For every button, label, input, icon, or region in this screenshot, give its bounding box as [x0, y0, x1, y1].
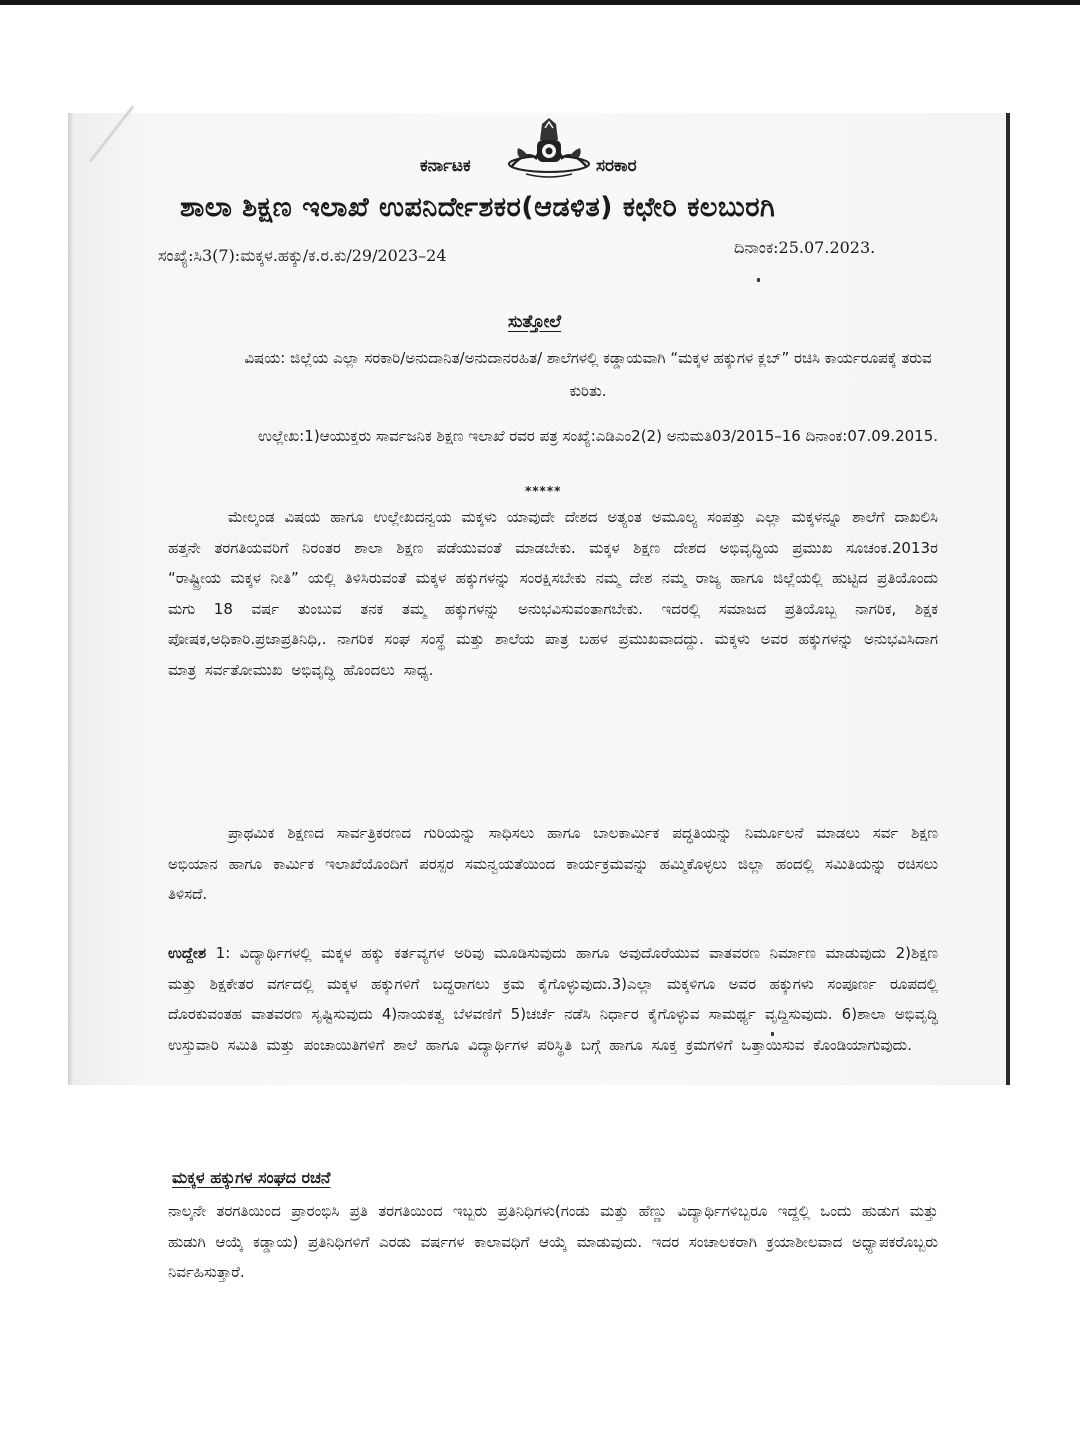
office-title: ಶಾಲಾ ಶಿಕ್ಷಣ ಇಲಾಖೆ ಉಪನಿರ್ದೇಶಕರ(ಆಡಳಿತ) ಕಛೇರಿ ಕಲಬುರಗಿ: [180, 192, 776, 223]
government-header: [420, 152, 680, 192]
reference-line: ಉಲ್ಲೇಖ:1)ಆಯುಕ್ತರು ಸಾರ್ವಜನಿಕ ಶಿಕ್ಷಣ ಇಲಾಖೆ ರವರ ಪತ್ರ ಸಂಖ್ಯೆ:ಎಡಿಎಂ2(2) ಅನುಮತಿ03/2015–16 ದಿನಾಂಕ:07.09.2015.: [257, 427, 939, 445]
reference-number: ಸಂಖ್ಯೆ:ಸಿ3(7):ಮಕ್ಕಳ.ಹಕ್ಕು/ಕ.ರ.ಕು/29/2023–24: [158, 246, 447, 265]
subject-line: ವಿಷಯ: ಜಿಲ್ಲೆಯ ಎಲ್ಲಾ ಸರಕಾರಿ/ಅನುದಾನಿತ/ಅನುದಾನರಹಿತ/ ಶಾಲೆಗಳಲ್ಲಿ ಕಡ್ಡಾಯವಾಗಿ “ಮಕ್ಕಳ ಹಕ್ಕುಗಳ ಕ್ಲಬ್” ರಚಿಸಿ ಕಾರ್ಯರೂಪಕ್ಕೆ ತರುವ ಕುರಿತು.: [244, 349, 932, 400]
government-name-left: ಕರ್ನಾಟಕ: [420, 156, 471, 176]
government-name-right: ಸರಕಾರ: [596, 156, 637, 176]
section-heading: ಮಕ್ಕಳ ಹಕ್ಕುಗಳ ಸಂಘದ ರಚನೆ: [172, 1168, 331, 1187]
ink-speck: [771, 1032, 774, 1036]
paper-right-edge: [1006, 113, 1010, 1085]
objective-text: 1: ವಿದ್ಯಾರ್ಥಿಗಳಲ್ಲಿ ಮಕ್ಕಳ ಹಕ್ಕು ಕರ್ತವ್ಯಗಳ ಅರಿವು ಮೂಡಿಸುವುದು ಹಾಗೂ ಅವುದೊರೆಯುವ ವಾತವರಣ ನಿರ್ಮಾಣ ಮಾಡುವುದು 2)ಶಿಕ್ಷಣ ಮತ್ತು ಶಿಕ್ಷಕೇತರ ವರ್ಗದಲ್ಲಿ ಮಕ್ಕಳ ಹಕ್ಕುಗಳಿಗೆ ಬದ್ಧರಾಗಲು ಕ್ರಮ ಕೈಗೊಳ್ಳುವುದು.3)ಎಲ್ಲಾ ಮಕ್ಕಳಿಗೂ ಅವರ ಹಕ್ಕುಗಳು ಸಂಪೂರ್ಣ ರೂಪದಲ್ಲಿ ದೊರಕುವಂತಹ ವಾತವರಣ ಸೃಷ್ಟಿಸುವುದು 4)ನಾಯಕತ್ವ ಬೆಳವಣಿಗೆ 5)ಚರ್ಚೆ ನಡೆಸಿ ನಿರ್ಧಾರ ಕೈಗೊಳ್ಳುವ ಸಾಮರ್ಥ್ಯ ವೃದ್ದಿಸುವುದು. 6)ಶಾಲಾ ಅಭಿವೃದ್ಧಿ ಉಸ್ತುವಾರಿ ಸಮಿತಿ ಮತ್ತು ಪಂಚಾಯಿತಿಗಳಿಗೆ ಶಾಲೆ ಹಾಗೂ ವಿದ್ಯಾರ್ಥಿಗಳ ಪರಿಸ್ಥಿತಿ ಬಗ್ಗೆ ಹಾಗೂ ಸೂಕ್ತ ಕ್ರಮಗಳಿಗೆ ಒತ್ತಾಯಿಸುವ ಕೊಂಡಿಯಾಗುವುದು.: [168, 944, 938, 1054]
paragraph-2: ಪ್ರಾಥಮಿಕ ಶಿಕ್ಷಣದ ಸಾರ್ವತ್ರಿಕರಣದ ಗುರಿಯನ್ನು ಸಾಧಿಸಲು ಹಾಗೂ ಬಾಲಕಾರ್ಮಿಕ ಪದ್ಧತಿಯನ್ನು ನಿರ್ಮೂಲನೆ ಮಾಡಲು ಸರ್ವ ಶಿಕ್ಷಣ ಅಭಿಯಾನ ಹಾಗೂ ಕಾರ್ಮಿಕ ಇಲಾಖೆಯೊಂದಿಗೆ ಪರಸ್ಪರ ಸಮನ್ವಯತೆಯಿಂದ ಕಾರ್ಯಕ್ರಮವನ್ನು ಹಮ್ಮಿಕೊಳ್ಳಲು ಜಿಲ್ಲಾ ಹಂದಲ್ಲಿ ಸಮಿತಿಯನ್ನು ರಚಿಸಲು ತಿಳಿಸದೆ.: [168, 824, 938, 903]
circular-title: ಸುತ್ತೋಲೆ: [508, 312, 562, 332]
objective-paragraph: [168, 938, 938, 1060]
separator: *****: [525, 484, 562, 498]
paragraph-4: ನಾಲ್ಕನೇ ತರಗತಿಯಿಂದ ಪ್ರಾರಂಭಿಸಿ ಪ್ರತಿ ತರಗತಿಯಿಂದ ಇಬ್ಬರು ಪ್ರತಿನಿಧಿಗಳು(ಗಂಡು ಮತ್ತು ಹೆಣ್ಣು ವಿದ್ಯಾರ್ಥಿಗಳಿಬ್ಬರೂ ಇದ್ದಲ್ಲಿ ಒಂದು ಹುಡುಗ ಮತ್ತು ಹುಡುಗಿ ಆಯ್ಕೆ ಕಡ್ಡಾಯ) ಪ್ರತಿನಿಧಿಗಳಿಗೆ ಎರಡು ವರ್ಷಗಳ ಕಾಲಾವಧಿಗೆ ಆಯ್ಕೆ ಮಾಡುವುದು. ಇದರ ಸಂಚಾಲಕರಾಗಿ ಕ್ರಯಾಶೀಲವಾದ ಅಧ್ಯಾಪಕರೊಬ್ಬರು ನಿರ್ವಹಿಸುತ್ತಾರೆ.: [168, 1202, 938, 1281]
objective-label: ಉದ್ದೇಶ: [168, 944, 207, 962]
paragraph-1: ಮೇಲ್ಕಂಡ ವಿಷಯ ಹಾಗೂ ಉಲ್ಲೇಖದನ್ವಯ ಮಕ್ಕಳು ಯಾವುದೇ ದೇಶದ ಅತ್ಯಂತ ಅಮೂಲ್ಯ ಸಂಪತ್ತು ಎಲ್ಲಾ ಮಕ್ಕಳನ್ನೂ ಶಾಲೆಗೆ ದಾಖಲಿಸಿ ಹತ್ತನೇ ತರಗತಿಯವರಿಗೆ ನಿರಂತರ ಶಾಲಾ ಶಿಕ್ಷಣ ಪಡೆಯುವಂತೆ ಮಾಡಬೇಕು. ಮಕ್ಕಳ ಶಿಕ್ಷಣ ದೇಶದ ಅಭಿವೃದ್ಧಿಯ ಪ್ರಮುಖ ಸೂಚಂಕ.2013ರ “ರಾಷ್ಟ್ರೀಯ ಮಕ್ಕಳ ನೀತಿ” ಯಲ್ಲಿ ತಿಳಿಸಿರುವಂತೆ ಮಕ್ಕಳ ಹಕ್ಕುಗಳನ್ನು ಸಂರಕ್ಷಿಸಬೇಕು ನಮ್ಮ ದೇಶ ನಮ್ಮ ರಾಜ್ಯ ಹಾಗೂ ಜಿಲ್ಲೆಯಲ್ಲಿ ಹುಟ್ಟಿದ ಪ್ರತಿಯೊಂದು ಮಗು 18 ವರ್ಷ ತುಂಬುವ ತನಕ ತಮ್ಮ ಹಕ್ಕುಗಳನ್ನು ಅನುಭವಿಸುವಂತಾಗಬೇಕು. ಇದರಲ್ಲಿ ಸಮಾಜದ ಪ್ರತಿಯೊಬ್ಬ ನಾಗರಿಕ, ಶಿಕ್ಷಕ ಪೋಷಕ,ಅಧಿಕಾರಿ.ಪ್ರಜಾಪ್ರತಿನಿಧಿ,. ನಾಗರಿಕ ಸಂಘ ಸಂಸ್ಥೆ ಮತ್ತು ಶಾಲೆಯ ಪಾತ್ರ ಬಹಳ ಪ್ರಮುಖವಾದದ್ದು. ಮಕ್ಕಳು ಅವರ ಹಕ್ಕುಗಳನ್ನು ಅನುಭವಿಸಿದಾಗ ಮಾತ್ರ ಸರ್ವತೋಮುಖ ಅಭಿವೃದ್ಧಿ ಹೊಂದಲು ಸಾಧ್ಯ.: [168, 508, 938, 679]
top-border: [0, 0, 1080, 5]
paper-left-edge: [68, 113, 74, 1085]
ink-speck: [757, 278, 760, 282]
karnataka-emblem-icon: [506, 114, 592, 190]
issue-date: ದಿನಾಂಕ:25.07.2023.: [734, 238, 876, 257]
